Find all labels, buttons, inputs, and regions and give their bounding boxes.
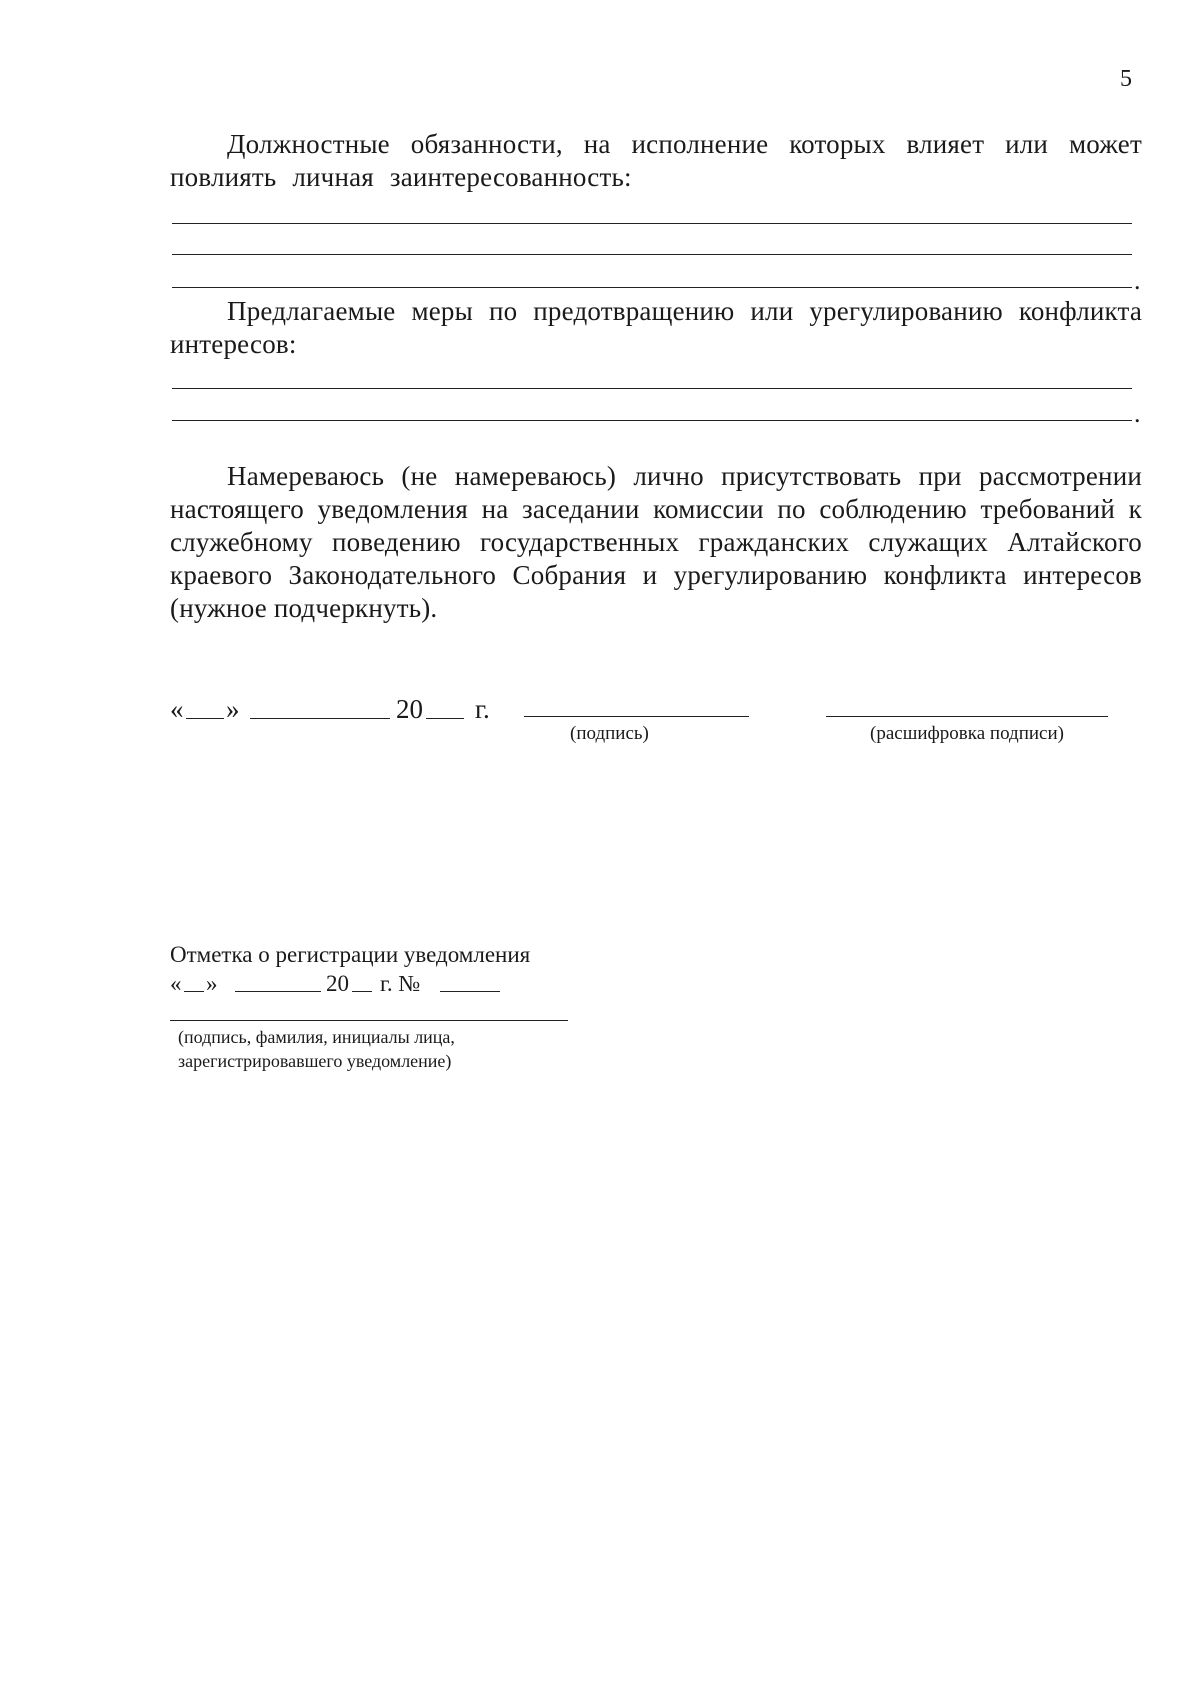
duties-fill-line-1[interactable] [172, 223, 1132, 224]
date-day-field[interactable] [186, 718, 224, 719]
date-year-field[interactable] [426, 718, 464, 719]
signature-field[interactable] [524, 716, 749, 717]
signature-caption: (подпись) [570, 723, 649, 744]
registration-year-prefix: 20 [326, 971, 349, 996]
page-number: 5 [1120, 66, 1132, 92]
measures-fill-line-1[interactable] [172, 388, 1132, 389]
registration-year-field[interactable] [352, 991, 372, 992]
date-quote-open: « [170, 694, 184, 724]
registration-signature-field[interactable] [170, 1020, 568, 1021]
measures-paragraph: Предлагаемые меры по предотвращению или урегулированию конфликта интересов: [170, 296, 1142, 359]
registration-title: Отметка о регистрации уведомления [170, 942, 531, 967]
measures-line-end: . [1134, 399, 1141, 428]
registration-number-label: г. № [380, 971, 421, 996]
duties-fill-line-3[interactable] [172, 287, 1132, 288]
registration-caption: (подпись, фамилия, инициалы лица, зарегистрировавшего уведомление) [178, 1027, 455, 1071]
registration-number-field[interactable] [440, 991, 500, 992]
date-year-prefix: 20 [396, 694, 423, 724]
date-year-suffix: г. [475, 694, 490, 724]
duties-line-end: . [1134, 266, 1141, 295]
measures-fill-line-2[interactable] [172, 420, 1132, 421]
signature-decode-field[interactable] [826, 716, 1108, 717]
registration-month-field[interactable] [235, 991, 321, 992]
date-month-field[interactable] [250, 718, 390, 719]
signature-decode-caption: (расшифровка подписи) [870, 723, 1064, 744]
duties-fill-line-2[interactable] [172, 254, 1132, 255]
registration-quote-open: « [170, 971, 182, 996]
registration-quote-close: » [206, 971, 218, 996]
intent-paragraph: Намереваюсь (не намереваюсь) лично присутствовать при рассмотрении настоящего уведомления на заседании комиссии по соблюдению требований к служебному поведению государственных гражданских служащих Алтайского краевого Законодательного Собрания и урегулированию конфликта интересов (нужное подчеркнуть). [170, 461, 1142, 623]
date-quote-close: » [226, 694, 240, 724]
registration-day-field[interactable] [184, 991, 204, 992]
duties-paragraph: Должностные обязанности, на исполнение которых влияет или может повлиять личная заинтересованность: [170, 129, 1142, 192]
